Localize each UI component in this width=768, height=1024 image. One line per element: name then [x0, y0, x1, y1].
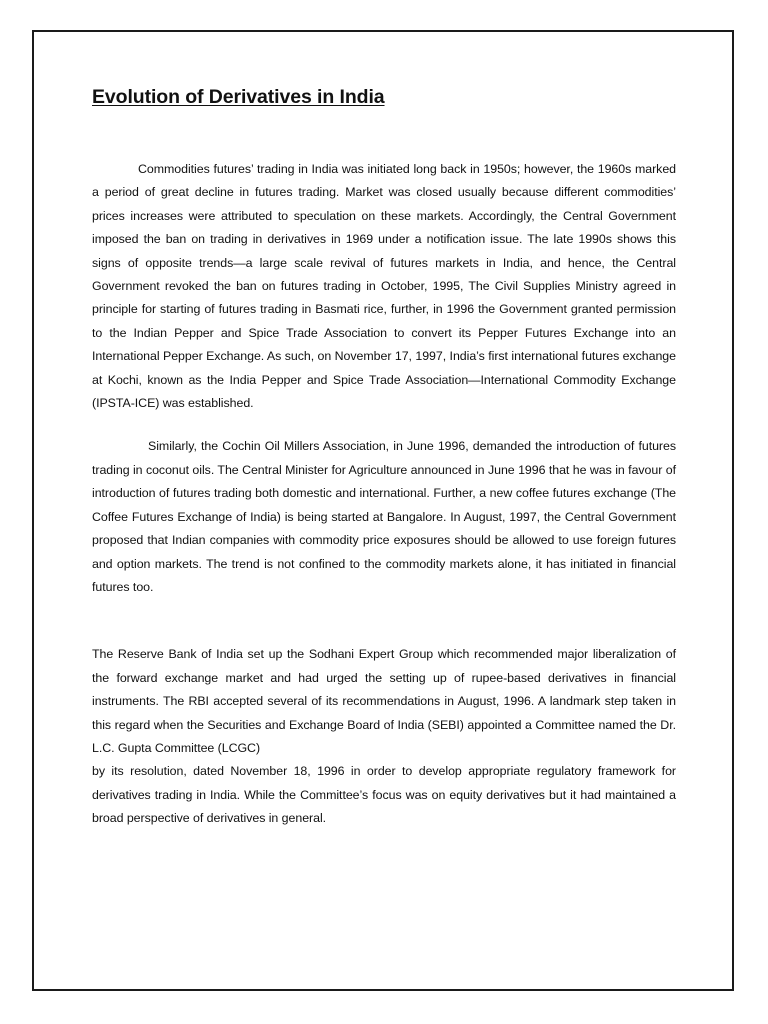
paragraph-3-part-1: The Reserve Bank of India set up the Sodhani Expert Group which recommended major liberalization of the forward exchange market and had urged the setting up of rupee-based derivatives in financial instruments. The RBI accepted several of its recommendations in August, 1996. A landmark step taken in this regard when the Securities and Exchange Board of India (SEBI) appointed a Committee named the Dr. L.C. Gupta Committee (LCGC)	[92, 647, 676, 755]
page-title: Evolution of Derivatives in India	[92, 86, 385, 108]
paragraph-3-part-2: by its resolution, dated November 18, 1996 in order to develop appropriate regulatory framework for derivatives trading in India. While the Committee’s focus was on equity derivatives but it had maintained a broad perspective of derivatives in general.	[92, 764, 676, 826]
document-body	[92, 84, 676, 831]
paragraph-1: Commodities futures’ trading in India was initiated long back in 1950s; however, the 1960s marked a period of great decline in futures trading. Market was closed usually because different commodities’ prices increases were attributed to speculation on these markets. Accordingly, the Central Government imposed the ban on trading in derivatives in 1969 under a notification issue. The late 1990s shows this signs of opposite trends—a large scale revival of futures markets in India, and hence, the Central Government revoked the ban on futures trading in October, 1995, The Civil Supplies Ministry agreed in principle for starting of futures trading in Basmati rice, further, in 1996 the Government granted permission to the Indian Pepper and Spice Trade Association to convert its Pepper Futures Exchange into an International Pepper Exchange. As such, on November 17, 1997, India’s first international futures exchange at Kochi, known as the India Pepper and Spice Trade Association—International Commodity Exchange (IPSTA-ICE) was established.	[92, 162, 676, 411]
paragraph-3	[92, 643, 676, 830]
paragraph-2: Similarly, the Cochin Oil Millers Association, in June 1996, demanded the introduction of futures trading in coconut oils. The Central Minister for Agriculture announced in June 1996 that he was in favour of introduction of futures trading both domestic and international. Further, a new coffee futures exchange (The Coffee Futures Exchange of India) is being started at Bangalore. In August, 1997, the Central Government proposed that Indian companies with commodity price exposures should be allowed to use foreign futures and option markets. The trend is not confined to the commodity markets alone, it has initiated in financial futures too.	[92, 439, 676, 594]
